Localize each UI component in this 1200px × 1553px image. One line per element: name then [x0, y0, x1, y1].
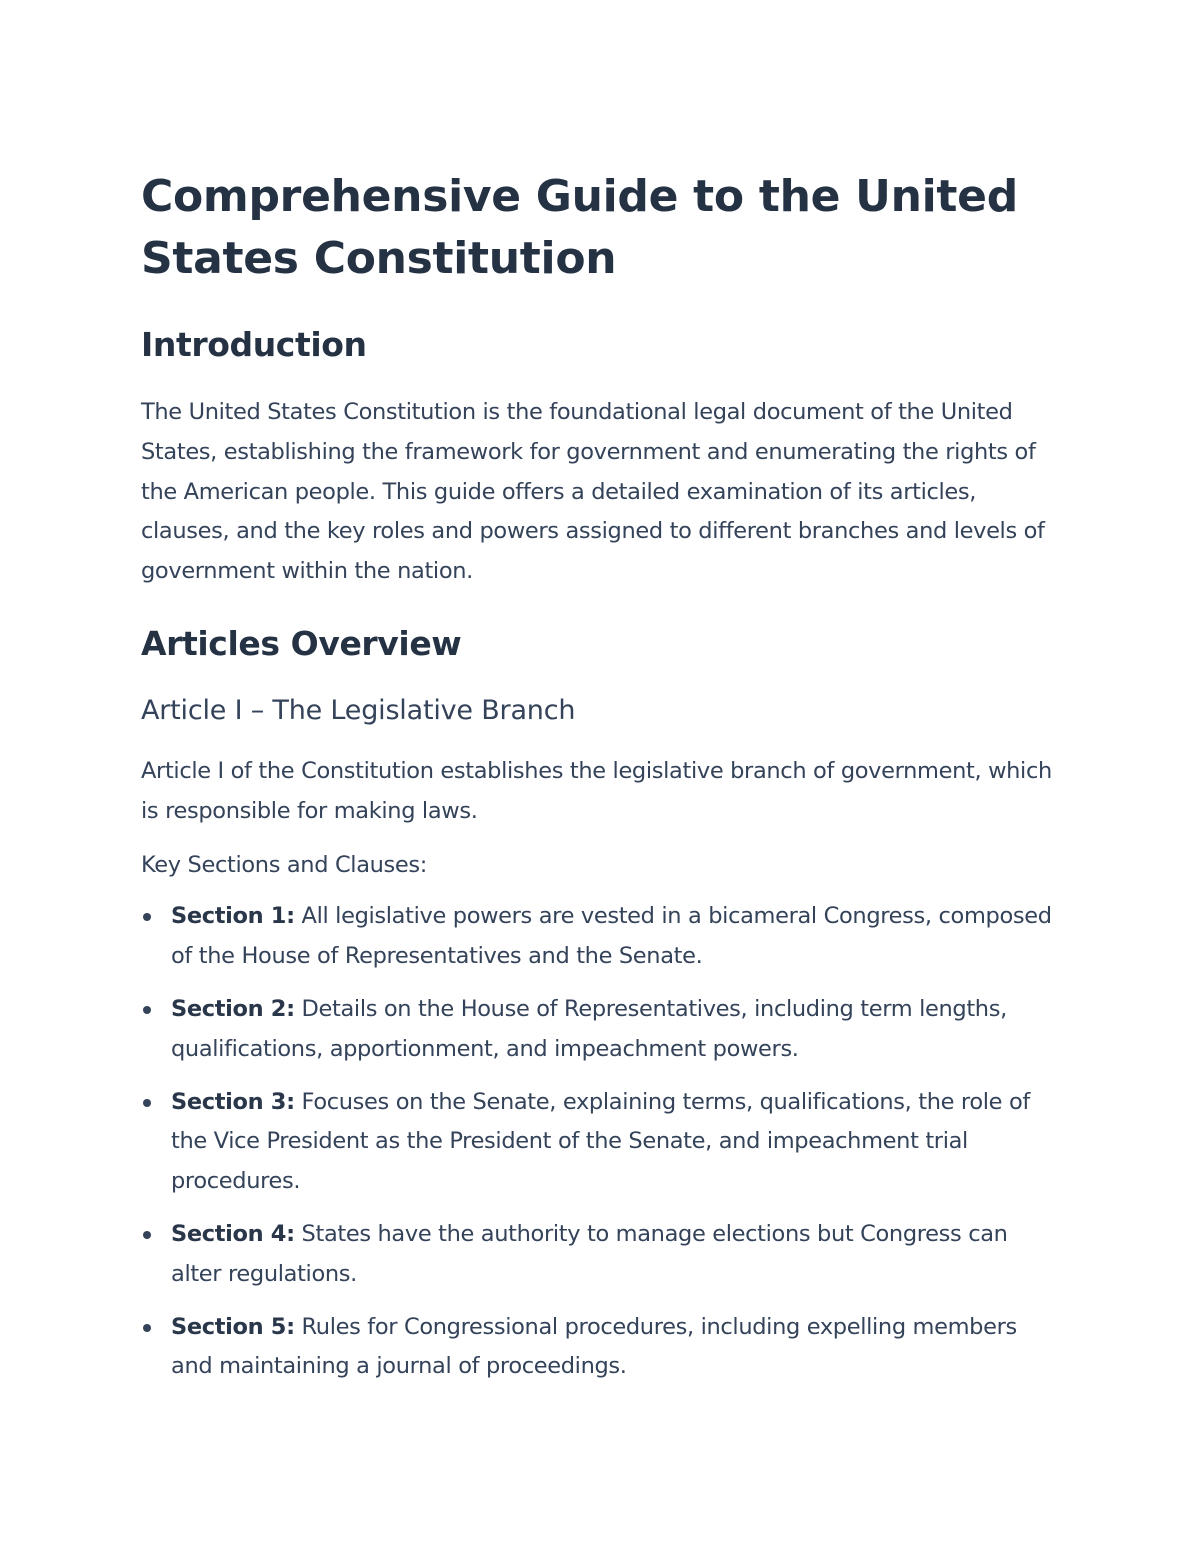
section-text: Rules for Congressional procedures, including expelling members and maintaining a journal of proceedings. [171, 1313, 1017, 1380]
section-text: Focuses on the Senate, explaining terms, qualifications, the role of the Vice President as the President of the Senate, and impeachment trial procedures. [171, 1088, 1030, 1195]
list-item-section-4 [141, 1215, 1061, 1295]
section-label: Section 2: [171, 995, 295, 1022]
document-page [141, 166, 1061, 1400]
bullet-icon [143, 913, 151, 921]
article-1-heading: Article I – The Legislative Branch [141, 694, 576, 726]
section-text: States have the authority to manage elections but Congress can alter regulations. [171, 1220, 1008, 1287]
bullet-icon [143, 1324, 151, 1332]
section-label: Section 3: [171, 1088, 295, 1115]
introduction-heading: Introduction [141, 325, 367, 364]
document-title: Comprehensive Guide to the United States Constitution [141, 171, 1018, 284]
section-label: Section 4: [171, 1220, 295, 1247]
bullet-icon [143, 1006, 151, 1014]
list-item-section-1 [141, 897, 1061, 977]
key-sections-label: Key Sections and Clauses: [141, 851, 428, 878]
list-item-section-5 [141, 1308, 1061, 1388]
bullet-icon [143, 1231, 151, 1239]
list-item-section-3 [141, 1083, 1061, 1202]
section-text: Details on the House of Representatives, including term lengths, qualifications, apportionment, and impeachment powers. [171, 995, 1007, 1062]
articles-overview-heading: Articles Overview [141, 623, 462, 663]
section-text: All legislative powers are vested in a bicameral Congress, composed of the House of Representatives and the Senate. [171, 903, 1052, 970]
section-label: Section 1: [171, 903, 295, 930]
bullet-icon [143, 1099, 151, 1107]
article-1-description: Article I of the Constitution establishes the legislative branch of government, which is responsible for making laws. [141, 757, 1052, 824]
section-label: Section 5: [171, 1313, 295, 1340]
list-item-section-2 [141, 990, 1061, 1070]
sections-list [141, 897, 1061, 1387]
introduction-text: The United States Constitution is the foundational legal document of the United States, establishing the framework for government and enumerating the rights of the American people. This guide offers a detailed examination of its articles, clauses, and the key roles and powers assigned to different branches and levels of government within the nation. [141, 399, 1045, 585]
